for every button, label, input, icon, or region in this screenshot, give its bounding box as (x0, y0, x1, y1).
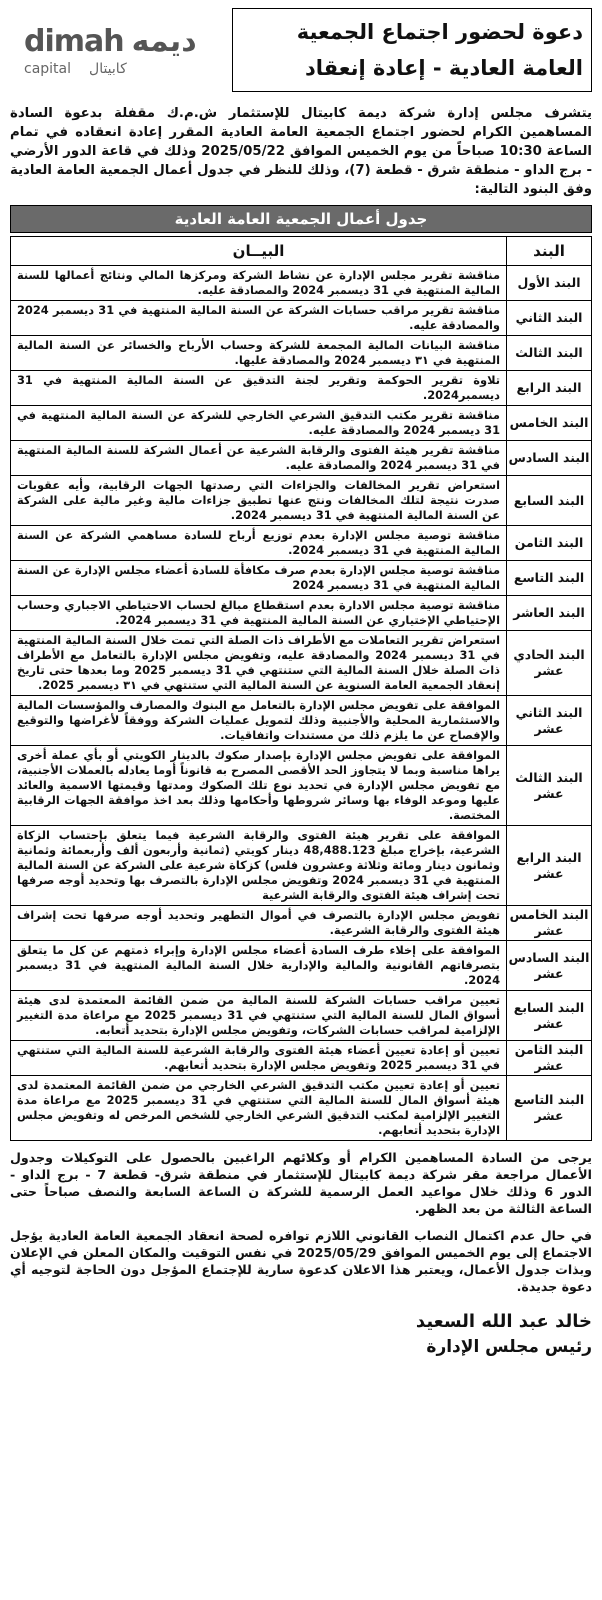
agenda-item-label: البند الثامن (507, 526, 592, 561)
title-box (232, 8, 592, 92)
table-row (11, 746, 592, 826)
agenda-item-description: استعراض تقرير التعاملات مع الأطراف ذات الصلة التي تمت خلال السنة المالية المنتهية في 31 ديسمبر 2024 والمصادقة عليه، وتفويض مجلس الإدارة بالتعامل مع الأطراف ذات الصلة خلال السنة المالية التي ستنتهي في 31 ديسمبر 2025 وما بعدها حتى تاريخ إنعقاد الجمعية العامة السنوية عن السنة المالية التي ستنتهي في ٣١ ديسمبر 2025. (11, 631, 507, 696)
agenda-item-label: البند الثاني (507, 301, 592, 336)
agenda-item-description: الموافقة على تقرير هيئة الفتوى والرقابة الشرعية فيما يتعلق بإحتساب الزكاة الشرعية، بإخراج مبلغ 48,488.123 دينار كويتي (ثمانية وأربعون ألف وأربعمائة وثمانية وثمانون دينار ومائة وثلاثة وعشرون فلس) كزكاة شرعية على الشركة عن السنة المالية المنتهية في 31 ديسمبر 2024 وتفويض مجلس الإدارة بالتصرف بها وتحديد أوجه صرفها تحت إشراف هيئة الفتوى والرقابة الشرعية (11, 826, 507, 906)
agenda-item-label: البند السادس (507, 441, 592, 476)
footer (10, 1149, 592, 1295)
table-row (11, 476, 592, 526)
agenda-item-label: البند الثامن عشر (507, 1041, 592, 1076)
logo-wordmark (24, 24, 197, 59)
agenda-item-label: البند الأول (507, 266, 592, 301)
table-row (11, 696, 592, 746)
table-row (11, 906, 592, 941)
footer-paragraph-1: يرجى من السادة المساهمين الكرام أو وكلائهم الراغبين بالحصول على التوكيلات وجدول الأعمال مراجعة مقر شركة ديمة كابيتال للإستثمار في منطقة شرق- قطعة 7 - برج الداو - الدور 6 وذلك خلال مواعيد العمل الرسمية للشركة ن الساعة السابعة والنصف صباحاً حتى الساعة الثالثة من بعد الظهر. (10, 1150, 592, 1216)
agenda-item-description: مناقشة تقرير مكتب التدقيق الشرعي الخارجي للشركة عن السنة المالية المنتهية في 31 ديسمبر 2024 والمصادقة عليه. (11, 406, 507, 441)
signature-block (10, 1309, 592, 1359)
agenda-item-description: الموافقة على تفويض مجلس الإدارة بالتعامل مع البنوك والمصارف والمؤسسات المالية والاستثمارية المحلية والأجنبية وذلك لتمويل عمليات الشركة ووفقاً لأغراضها والتوقيع والإفصاح عن ما يلزم ذلك من مستندات واتفاقيات. (11, 696, 507, 746)
agenda-item-description: تلاوة تقرير الحوكمة وتقرير لجنة التدقيق عن السنة المالية المنتهية في 31 ديسمبر2024. (11, 371, 507, 406)
logo-arabic-text: ديمه (131, 23, 197, 59)
signatory-title: رئيس مجلس الإدارة (426, 1337, 592, 1357)
agenda-item-label: البند العاشر (507, 596, 592, 631)
table-row (11, 371, 592, 406)
agenda-item-description: استعراض تقرير المخالفات والجزاءات التي رصدتها الجهات الرقابية، وأيه عقوبات صدرت نتيجة لتلك المخالفات ونتج عنها تطبيق جزاءات مالية وغير مالية على الشركة عن السنة المالية المنتهية في 31 ديسمبر 2024. (11, 476, 507, 526)
agenda-item-description: مناقشة توصية مجلس الإدارة بعدم صرف مكافأة للسادة أعضاء مجلس الإدارة عن السنة المالية المنتهية في 31 ديسمبر 2024 (11, 561, 507, 596)
intro-paragraph: يتشرف مجلس إدارة شركة ديمة كابيتال للإستثمار ش.م.ك مقفلة بدعوة السادة المساهمين الكرام لحضور اجتماع الجمعية العامة العادية المقرر إعادة انعقاده في تمام الساعة 10:30 صباحاً من يوم الخميس الموافق 2025/05/22 وذلك في قاعة الدور الأرضي - برج الداو - منطقة شرق - قطعة (7)، وذلك للنظر في جدول أعمال الجمعية العامة العادية وفق البنود التالية: (10, 106, 592, 197)
title-line-2: العامة العادية - إعادة إنعقاد (304, 56, 583, 80)
agenda-item-description: مناقشة البيانات المالية المجمعة للشركة وحساب الأرباح والخسائر عن السنة المالية المنتهية في ٣١ ديسمبر 2024 والمصادقة عليها. (11, 336, 507, 371)
agenda-item-description: الموافقة على إخلاء طرف السادة أعضاء مجلس الإدارة وإبراء ذمتهم عن كل ما يتعلق بتصرفاتهم القانونية والمالية والإدارية خلال السنة المالية المنتهية في 31 ديسمبر 2024. (11, 941, 507, 991)
agenda-item-description: الموافقة على تفويض مجلس الإدارة بإصدار صكوك بالدينار الكويتي أو بأي عملة أخرى يراها مناسبة وبما لا يتجاوز الحد الأقصى المصرح به قانوناً أوما يعادله بالعملات الأجنبية، مع تفويض مجلس الإدارة في تحديد نوع تلك الصكوك ومدتها وقيمتها الاسمية والعائد عليها وموعد الوفاء بها وسائر شروطها وأحكامها وذلك بعد اخذ موافقة الجهات الرقابية المختصة. (11, 746, 507, 826)
column-header-description: البيــان (11, 237, 507, 266)
logo-sub-arabic: كابيتال (89, 60, 127, 77)
table-row (11, 631, 592, 696)
agenda-title: جدول أعمال الجمعية العامة العادية (10, 205, 592, 233)
agenda-item-label: البند السابع عشر (507, 991, 592, 1041)
agenda-item-label: البند التاسع عشر (507, 1076, 592, 1141)
agenda-table (10, 236, 592, 1141)
table-row (11, 991, 592, 1041)
agenda-item-description: مناقشة توصية مجلس الإدارة بعدم توزيع أرباح للسادة مساهمي الشركة عن السنة المالية المنتهية في 31 ديسمبر 2024. (11, 526, 507, 561)
header (10, 8, 592, 92)
agenda-item-label: البند التاسع (507, 561, 592, 596)
title-line-1: دعوة لحضور اجتماع الجمعية (296, 20, 583, 44)
agenda-item-label: البند الثالث (507, 336, 592, 371)
agenda-item-label: البند الثاني عشر (507, 696, 592, 746)
table-row (11, 596, 592, 631)
table-row (11, 526, 592, 561)
company-logo (10, 8, 232, 92)
agenda-item-description: مناقشة تقرير مراقب حسابات الشركة عن السنة المالية المنتهية في 31 ديسمبر 2024 والمصادقة عليه. (11, 301, 507, 336)
agenda-item-label: البند الثالث عشر (507, 746, 592, 826)
agenda-item-label: البند الرابع عشر (507, 826, 592, 906)
agenda-item-description: تعيين مراقب حسابات الشركة للسنة المالية من ضمن القائمة المعتمدة لدى هيئة أسواق المال للسنة المالية التي ستنتهي في 31 ديسمبر 2025 مع مراعاة مدة التغيير الإلزامية لمراقب حسابات الشركات، وتفويض مجلس الإدارة بتحديد أتعابه. (11, 991, 507, 1041)
table-row (11, 336, 592, 371)
agenda-item-description: مناقشة تقرير هيئة الفتوى والرقابة الشرعية عن أعمال الشركة للسنة المالية المنتهية في 31 ديسمبر 2024 والمصادقة عليه. (11, 441, 507, 476)
logo-subtitle (24, 61, 127, 77)
table-row (11, 826, 592, 906)
signatory-name: خالد عبد الله السعيد (415, 1311, 592, 1332)
table-row (11, 406, 592, 441)
agenda-item-label: البند الخامس عشر (507, 906, 592, 941)
agenda-item-description: تعيين أو إعادة تعيين مكتب التدقيق الشرعي الخارجي من ضمن القائمة المعتمدة لدى هيئة أسواق المال للسنة المالية التي ستنتهي في 31 ديسمبر 2025 مع مراعاة مدة التغيير الإلزامية لمكتب التدقيق الشرعي الخارجي للشخص المرخص له وتفويض مجلس الإدارة بتحديد أتعابهم. (11, 1076, 507, 1141)
table-row (11, 266, 592, 301)
agenda-item-label: البند السادس عشر (507, 941, 592, 991)
logo-sub-latin: capital (24, 60, 72, 77)
logo-latin-text: dimah (24, 23, 124, 59)
table-row (11, 1076, 592, 1141)
table-row (11, 561, 592, 596)
table-row (11, 441, 592, 476)
agenda-item-label: البند الرابع (507, 371, 592, 406)
agenda-item-label: البند الخامس (507, 406, 592, 441)
agenda-item-description: تعيين أو إعادة تعيين أعضاء هيئة الفتوى والرقابة الشرعية للسنة المالية التي ستنتهي في 31 ديسمبر 2025 وتفويض مجلس الإدارة بتحديد أتعابهم. (11, 1041, 507, 1076)
agenda-item-description: تفويض مجلس الإدارة بالتصرف في أموال التطهير وتحديد أوجه صرفها تحت إشراف هيئة الفتوى والرقابة الشرعية. (11, 906, 507, 941)
table-row (11, 941, 592, 991)
agenda-item-label: البند الحادي عشر (507, 631, 592, 696)
agenda-item-description: مناقشة تقرير مجلس الإدارة عن نشاط الشركة ومركزها المالي ونتائج أعمالها للسنة المالية المنتهية في 31 ديسمبر 2024 والمصادقة عليه. (11, 266, 507, 301)
agenda-item-label: البند السابع (507, 476, 592, 526)
footer-paragraph-2: في حال عدم اكتمال النصاب القانوني اللازم توافره لصحة انعقاد الجمعية العامة العادية يؤجل الاجتماع إلى يوم الخميس الموافق 2025/05/29 في نفس التوقيت والمكان المعلن في الإعلان وبذات جدول الأعمال، ويعتبر هذا الاعلان كدعوة سارية للإجتماع المؤجل دون الحاجة لتوجيه أي دعوة جديدة. (10, 1228, 592, 1294)
table-row (11, 301, 592, 336)
agenda-header-row (11, 237, 592, 266)
agenda-body (11, 266, 592, 1141)
table-row (11, 1041, 592, 1076)
column-header-item: البند (507, 237, 592, 266)
agenda-item-description: مناقشة توصية مجلس الادارة بعدم استقطاع مبالغ لحساب الاحتياطي الاجباري وحساب الإحتياطي الإختياري عن السنة المالية المنتهية في 31 ديسمبر 2024. (11, 596, 507, 631)
